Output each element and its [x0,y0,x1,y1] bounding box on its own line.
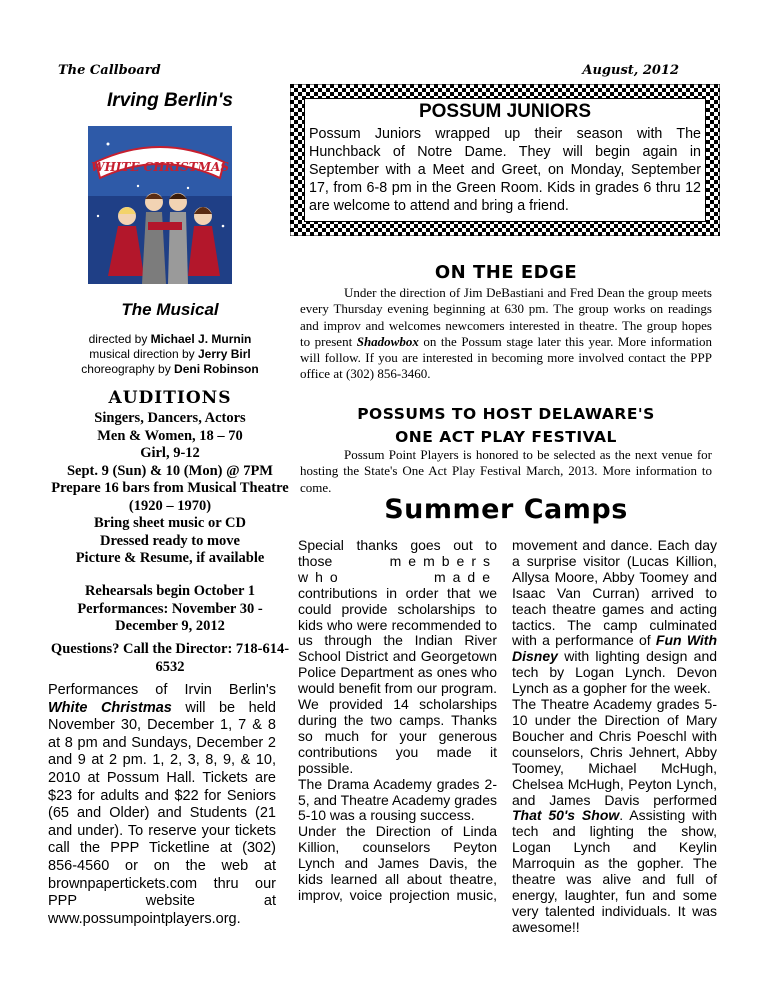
audition-line: Dressed ready to move [99,532,240,549]
show-title: Irving Berlin's [107,90,233,111]
audition-line: Picture & Resume, if available [75,550,265,566]
juniors-box [290,84,720,236]
performance-paragraph: Performances of Irvin Berlin's White Christmas will be held November 30, December 1, 7 & 8 at 8 pm and Sundays, December 2 and 9 at 2 pm. 1, 2, 3, 8, 9, & 10, 2010 at Possum Hall. Tickets are $23 for adults and $22 for Seniors (65 and Older) and Students (21 and under). To reserve your tickets call the PPP Ticketline at (302) 856-4560 or on the web at brownpapertickets.com thru our PPP website at www.possumpointplayers.org. [48,682,276,927]
summer-camps-heading: Summer Camps [384,494,628,525]
credits-block [50,332,290,377]
festival-heading-line1: POSSUMS TO HOST DELAWARE'S [357,405,655,423]
juniors-title: POSSUM JUNIORS [418,101,592,122]
audition-line: Girl, 9-12 [140,445,200,461]
audition-line: Men & Women, 18 – 70 [97,427,243,444]
paragraph: Under the Direction of Linda Killion, counselors Peyton Lynch and James Davis, the kids learned all about theatre, improv, voice projection music, [298,823,498,903]
juniors-body: Possum Juniors wrapped up their season with The Hunchback of Notre Dame. They will begin again in September with a Meet and Greet, on Monday, September 17, from 6-8 pm in the Green Room. Kids in grades 6 thru 12 are welcome to attend and bring a friend. [309,126,701,214]
paragraph: The Drama Academy grades 2-5, and Theatre Academy grades 5-10 was a rousing success. [298,775,497,824]
festival-body: Possum Point Players is honored to be selected as the next venue for hosting the State's One Act Play Festival March, 2013. More information to come. [300,447,712,495]
summer-camps-column-2 [512,538,717,936]
performance-dates: Performances: November 30 - December 9, 2012 [77,600,263,634]
audition-line: Prepare 16 bars from Musical Theatre (1920 – 1970) [51,480,289,514]
auditions-details [50,410,290,568]
audition-line: Bring sheet music or CD [94,515,246,531]
on-the-edge-heading: ON THE EDGE [434,262,578,283]
show-poster-image [88,126,232,294]
paragraph: The Theatre Academy grades 5-10 under the Direction of Mary Boucher and Chris Poeschl with counselors, Chris Jehnert, Abby Toomey, Michael McHugh, Chelsea McHugh, Peyton Lynch, and James Davis performed That 50's Show. Assisting with tech and lighting the show, Logan Lynch and Keylin Marroquin as the gopher. The theatre was alive and full of energy, laughter, fun and some very talented individuals. It was awesome!! [512,696,717,935]
credit-music-director: musical direction by Jerry Birl [89,347,251,361]
paragraph: Special thanks goes out to those members who made contributions in order that we could provide scholarships to kids who were recommended to us through the Indian River School District and Georgetown Police Department as ones who would benefit from our program. We provided 14 scholarships during the two camps. Thanks so much for your generous contributions you made it possible. [298,537,497,776]
newsletter-name: The Callboard [58,63,161,78]
audition-line: Sept. 9 (Sun) & 10 (Mon) @ 7PM [66,462,273,479]
summer-camps-column-1 [298,538,497,904]
poster-title-text: WHITE CHRISTMAS [90,160,230,174]
show-subtitle: The Musical [121,300,219,319]
audition-line: Singers, Dancers, Actors [94,410,246,426]
issue-date: August, 2012 [582,63,679,78]
director-contact: Questions? Call the Director: 718-614-6532 [50,641,290,675]
on-the-edge-body: Under the direction of Jim DeBastiani and Fred Dean the group meets every Thursday evening beginning at 630 pm. The group works on readings and improv and welcomes newcomers interested in theatre. The group hopes to present Shadowbox on the Possum stage later this year. More information will follow. If you are interested in becoming more involved contact the PPP office at (302) 856-3460. [300,285,712,382]
rehearsal-start: Rehearsals begin October 1 [84,583,256,599]
rehearsal-info [50,583,290,636]
auditions-heading: AUDITIONS [108,388,232,408]
paragraph-continued: movement and dance. Each day a surprise visitor (Lucas Killion, Allysa Moore, Abby Toomey and Isaac Van Curran) arrived to teach theatre games and acting tactics. The camp culminated with a performance of Fun With Disney with lighting design and tech by Logan Lynch. Devon Lynch as a gopher for the week. [512,537,718,697]
credit-director: directed by Michael J. Murnin [88,332,252,346]
credit-choreographer: choreography by Deni Robinson [81,362,259,376]
festival-heading-line2: ONE ACT PLAY FESTIVAL [395,428,617,446]
